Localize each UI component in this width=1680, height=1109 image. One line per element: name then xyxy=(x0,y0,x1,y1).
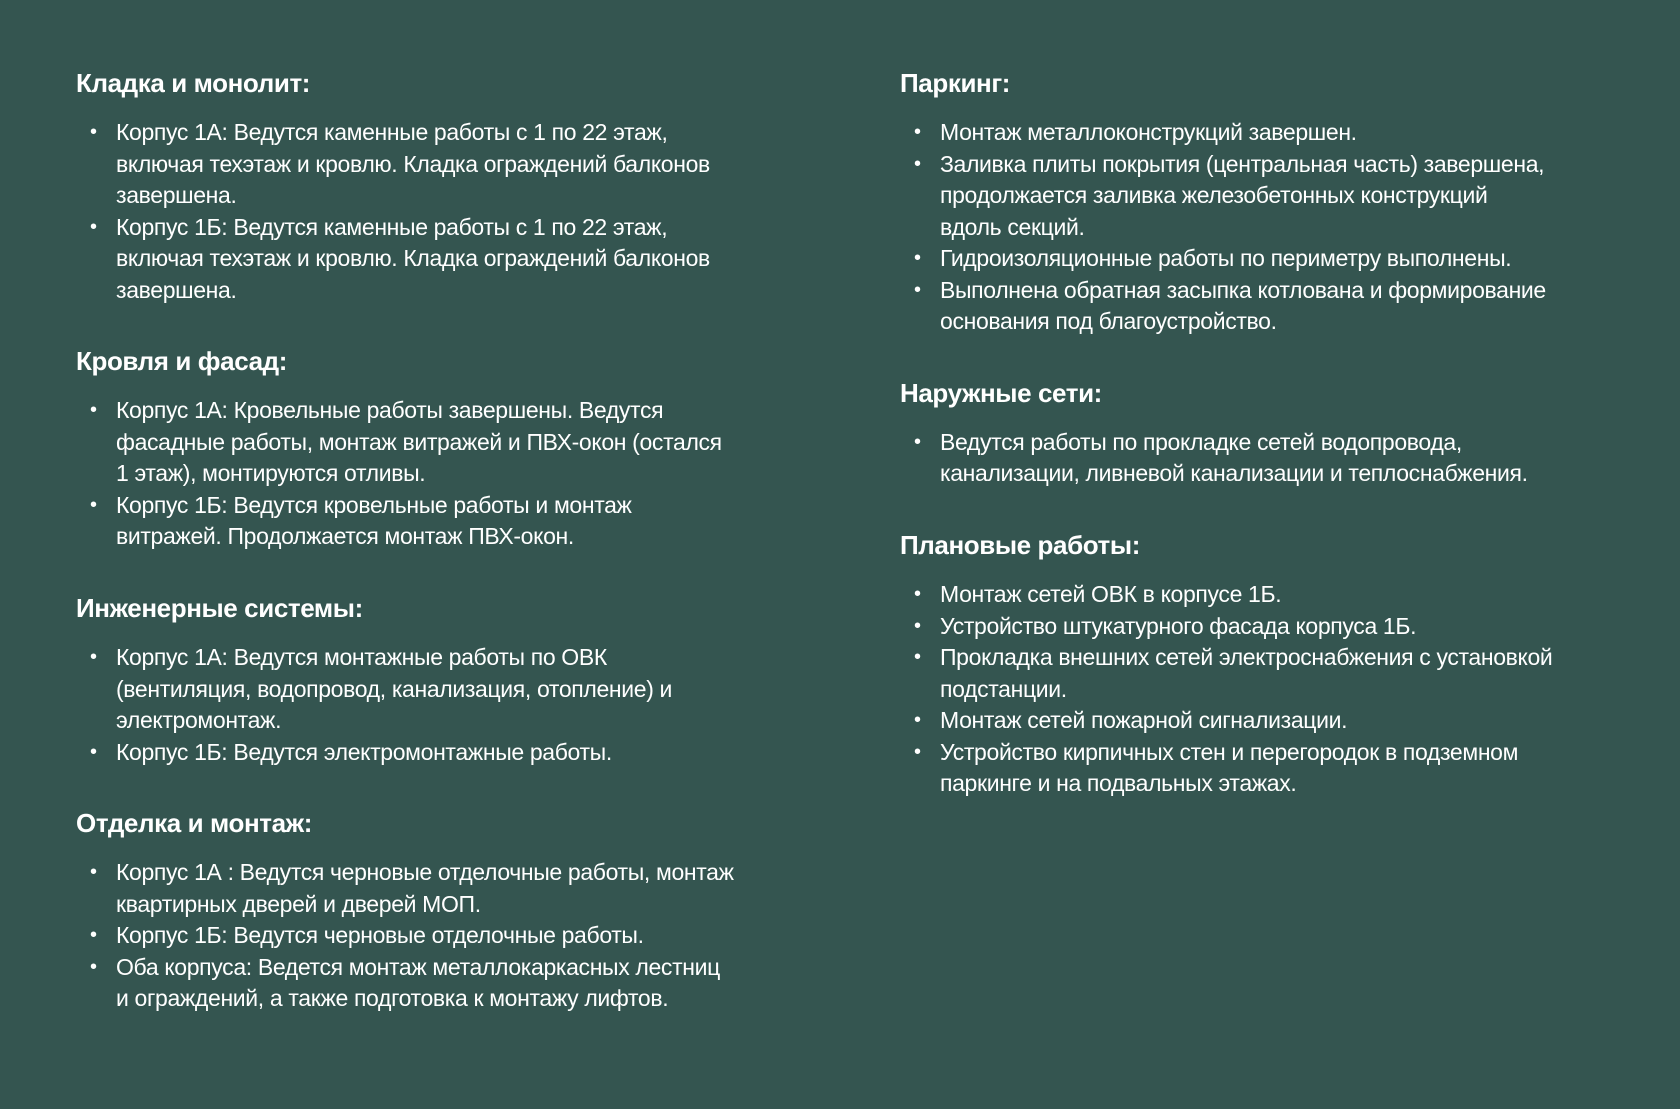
item-line: • Заливка плиты покрытия (центральная часть) завершена, xyxy=(940,150,1545,177)
item-line: вдоль секций. xyxy=(940,213,1085,240)
list-item xyxy=(76,395,796,490)
item-line: • Монтаж сетей ОВК в корпусе 1Б. xyxy=(940,581,1282,608)
list-item xyxy=(900,117,1640,149)
item-line: квартирных дверей и дверей МОП. xyxy=(116,890,481,917)
section-title: Кровля и фасад: xyxy=(76,346,288,377)
item-line: электромонтаж. xyxy=(116,707,282,734)
section-roof-facade xyxy=(76,346,796,553)
item-line: включая техэтаж и кровлю. Кладка ограждений балконов xyxy=(116,245,710,272)
item-line: основания под благоустройство. xyxy=(940,308,1277,335)
item-line: • Прокладка внешних сетей электроснабжения с установкой xyxy=(940,644,1553,671)
list-item xyxy=(900,275,1640,338)
item-line: • Корпус 1А : Ведутся черновые отделочные работы, монтаж xyxy=(116,859,734,886)
left-column xyxy=(76,68,796,1015)
item-line: • Монтаж сетей пожарной сигнализации. xyxy=(940,707,1348,734)
section-title: Паркинг: xyxy=(900,68,1011,98)
section-title: Инженерные системы: xyxy=(76,592,363,623)
section-external-networks xyxy=(900,378,1640,490)
item-line: 1 этаж), монтируются отливы. xyxy=(116,460,426,487)
item-line: включая техэтаж и кровлю. Кладка ограждений балконов xyxy=(116,150,710,177)
section-engineering-systems xyxy=(76,593,796,768)
section-planned-works xyxy=(900,530,1640,800)
item-line: • Корпус 1А: Ведутся монтажные работы по ОВК xyxy=(116,644,607,671)
section-finishing-installation xyxy=(76,808,796,1015)
item-line: • Корпус 1А: Ведутся каменные работы с 1 по 22 этаж, xyxy=(116,119,668,146)
section-title: Плановые работы: xyxy=(900,529,1140,560)
item-line: (вентиляция, водопровод, канализация, отопление) и xyxy=(116,675,673,702)
item-line: • Устройство штукатурного фасада корпуса 1Б. xyxy=(940,612,1417,639)
bullet-list xyxy=(76,395,796,553)
bullet-list xyxy=(76,117,796,306)
list-item xyxy=(900,427,1640,490)
bullet-list xyxy=(900,117,1640,338)
bullet-list xyxy=(900,579,1640,800)
item-line: канализации, ливневой канализации и теплоснабжения. xyxy=(940,460,1528,487)
list-item xyxy=(76,920,796,952)
section-title: Наружные сети: xyxy=(900,377,1102,408)
item-line: фасадные работы, монтаж витражей и ПВХ-окон (остался xyxy=(116,428,722,455)
bullet-list xyxy=(76,642,796,768)
list-item xyxy=(900,705,1640,737)
list-item xyxy=(900,611,1640,643)
list-item xyxy=(900,579,1640,611)
section-title: Отделка и монтаж: xyxy=(76,808,312,839)
list-item xyxy=(76,952,796,1015)
item-line: • Монтаж металлоконструкций завершен. xyxy=(940,119,1357,146)
item-line: подстанции. xyxy=(940,675,1067,702)
item-line: • Гидроизоляционные работы по периметру выполнены. xyxy=(940,245,1512,272)
item-line: витражей. Продолжается монтаж ПВХ-окон. xyxy=(116,523,574,550)
bullet-list xyxy=(900,427,1640,490)
list-item xyxy=(76,212,796,307)
item-line: • Корпус 1А: Кровельные работы завершены. Ведутся xyxy=(116,397,664,424)
item-line: • Корпус 1Б: Ведутся черновые отделочные работы. xyxy=(116,922,644,949)
item-line: продолжается заливка железобетонных конструкций xyxy=(940,182,1488,209)
list-item xyxy=(76,117,796,212)
item-line: • Оба корпуса: Ведется монтаж металлокаркасных лестниц xyxy=(116,953,720,980)
list-item xyxy=(76,737,796,769)
section-title: Кладка и монолит: xyxy=(76,68,311,98)
item-line: • Корпус 1Б: Ведутся электромонтажные работы. xyxy=(116,738,612,765)
list-item xyxy=(900,149,1640,244)
item-line: завершена. xyxy=(116,182,237,209)
item-line: • Выполнена обратная засыпка котлована и формирование xyxy=(940,276,1546,303)
section-masonry-monolith xyxy=(76,68,796,306)
list-item xyxy=(76,490,796,553)
list-item xyxy=(900,642,1640,705)
item-line: • Устройство кирпичных стен и перегородок в подземном xyxy=(940,738,1519,765)
bullet-list xyxy=(76,857,796,1015)
list-item xyxy=(900,737,1640,800)
list-item xyxy=(76,642,796,737)
item-line: и ограждений, а также подготовка к монтажу лифтов. xyxy=(116,985,669,1012)
list-item xyxy=(900,243,1640,275)
item-line: завершена. xyxy=(116,276,237,303)
item-line: • Корпус 1Б: Ведутся каменные работы с 1 по 22 этаж, xyxy=(116,213,668,240)
item-line: • Корпус 1Б: Ведутся кровельные работы и монтаж xyxy=(116,491,632,518)
right-column xyxy=(900,68,1640,800)
item-line: паркинге и на подвальных этажах. xyxy=(940,770,1297,797)
list-item xyxy=(76,857,796,920)
item-line: • Ведутся работы по прокладке сетей водопровода, xyxy=(940,428,1462,455)
section-parking xyxy=(900,68,1640,338)
